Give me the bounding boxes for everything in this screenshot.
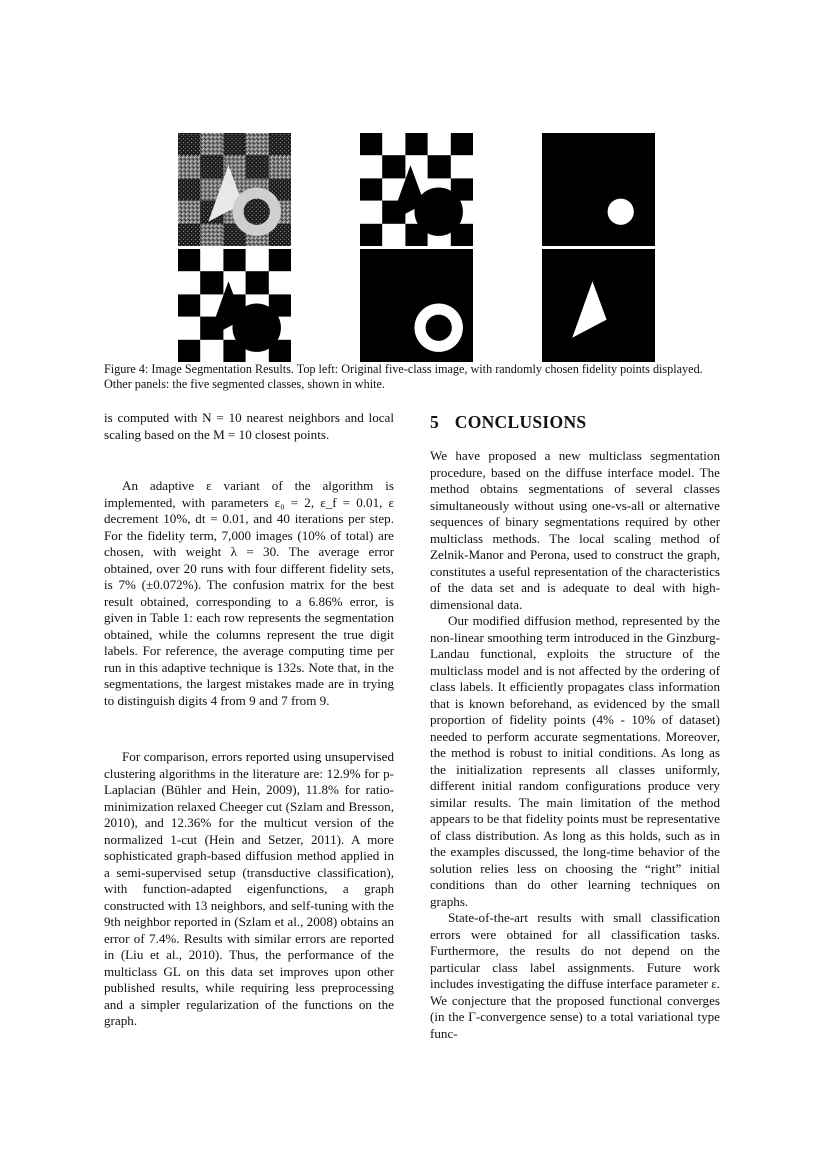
left-paragraph-3: For comparison, errors reported using unsupervised clustering algorithms in the literature are: 12.9% for p-Laplacian (Bühler and Hein, 2009), 11.8% for ratio-minimization relaxed Cheeger cut (Szlam and Bresson, 2010), and 12.36% for the multicut version of the normalized 1-cut (Hein and Setzer, 2011). A more sophisticated graph-based diffusion method applied in a semi-supervised setup (transductive classification), with function-adapted eigenfunctions, a graph constructed with 13 neighbors, and self-tuning with the 9th neighbor reported in (Szlam et al., 2008) obtains an error of 7.4%. Results with similar errors are reported in (Liu et al., 2010). Thus, the performance of the multiclass GL on this data set improves upon other published results, while requiring less preprocessing and a simpler regularization of the functions on the graph. [104,749,394,1028]
segmented-class-triangle [542,249,655,362]
figure-panel-class-3 [178,249,291,362]
section-heading [430,410,720,434]
segmented-class-checkerboard-b [178,249,291,362]
figure-panel-class-4 [360,249,473,362]
figure-panel-class-2 [542,133,655,246]
segmented-class-background [542,133,655,246]
figure-panel-original [178,133,291,246]
left-paragraph-2: An adaptive ε variant of the algorithm is implemented, with parameters ε₀ = 2, ε_f = 0.01, ε decrement 10%, dt = 0.01, and 40 iterations per step. For the fidelity term, 7,000 images (10% of total) are chosen, with weight λ = 30. The average error obtained, over 20 runs with four different fidelity sets, is 7% (±0.072%). The confusion matrix for the best result obtained, corresponding to a 6.86% error, is given in Table 1: each row represents the segmentation obtained, while the columns represent the true digit labels. For reference, the average computing time per run in this adaptive technique is 132s. Note that, in the segmentations, the largest mistakes made are in trying to distinguish digits 4 from 9 and 7 from 9. [104,478,394,708]
figure-caption: Figure 4: Image Segmentation Results. Top left: Original five-class image, with randomly chosen fidelity points displayed. Other panels: the five segmented classes, shown in white. [104,362,703,391]
segmented-class-checkerboard-a [360,133,473,246]
figure-panel-class-1 [360,133,473,246]
segmented-class-ring [360,249,473,362]
figure-panel-class-5 [542,249,655,362]
right-paragraph-2: Our modified diffusion method, represented by the non-linear smoothing term introduced in the Ginzburg-Landau functional, exploits the structure of the multiclass model and is not affected by the ordering of class labels. It efficiently propagates class information that is known beforehand, as evidenced by the small proportion of fidelity points (4% - 10% of dataset) needed to perform accurate segmentations. Moreover, the method is robust to initial conditions. As long as the initialization represents all classes uniformly, different initial random configurations produce very similar results. The main limitation of the method appears to be that fidelity points must be representative of class distribution. As long as this holds, such as in the examples discussed, the long-time behavior of the solution relies less on choosing the “right” initial conditions than do other learning techniques on graphs. [430,613,720,909]
right-paragraph-1: We have proposed a new multiclass segmentation procedure, based on the diffuse interface model. The method obtains segmentations of several classes simultaneously without using one-vs-all or alternative sequences of binary segmentations required by other multiclass methods. The local scaling method of Zelnik-Manor and Perona, used to construct the graph, constitutes a useful representation of the characteristics of the data set and is adequate to deal with high-dimensional data. [430,448,720,612]
right-column [430,410,720,1042]
section-number: 5 [430,412,439,432]
original-five-class-image [178,133,291,246]
left-column [104,410,394,1030]
right-paragraph-3: State-of-the-art results with small classification errors were obtained for all classification tasks. Furthermore, the results do not depend on the particular class label assignments. Future work includes investigating the diffuse interface parameter ε. We conjecture that the proposed functional converges (in the Γ-convergence sense) to a total variational type func- [430,910,720,1041]
left-paragraph-1: is computed with N = 10 nearest neighbors and local scaling based on the M = 10 closest points. [104,410,394,442]
section-title: CONCLUSIONS [454,412,587,432]
